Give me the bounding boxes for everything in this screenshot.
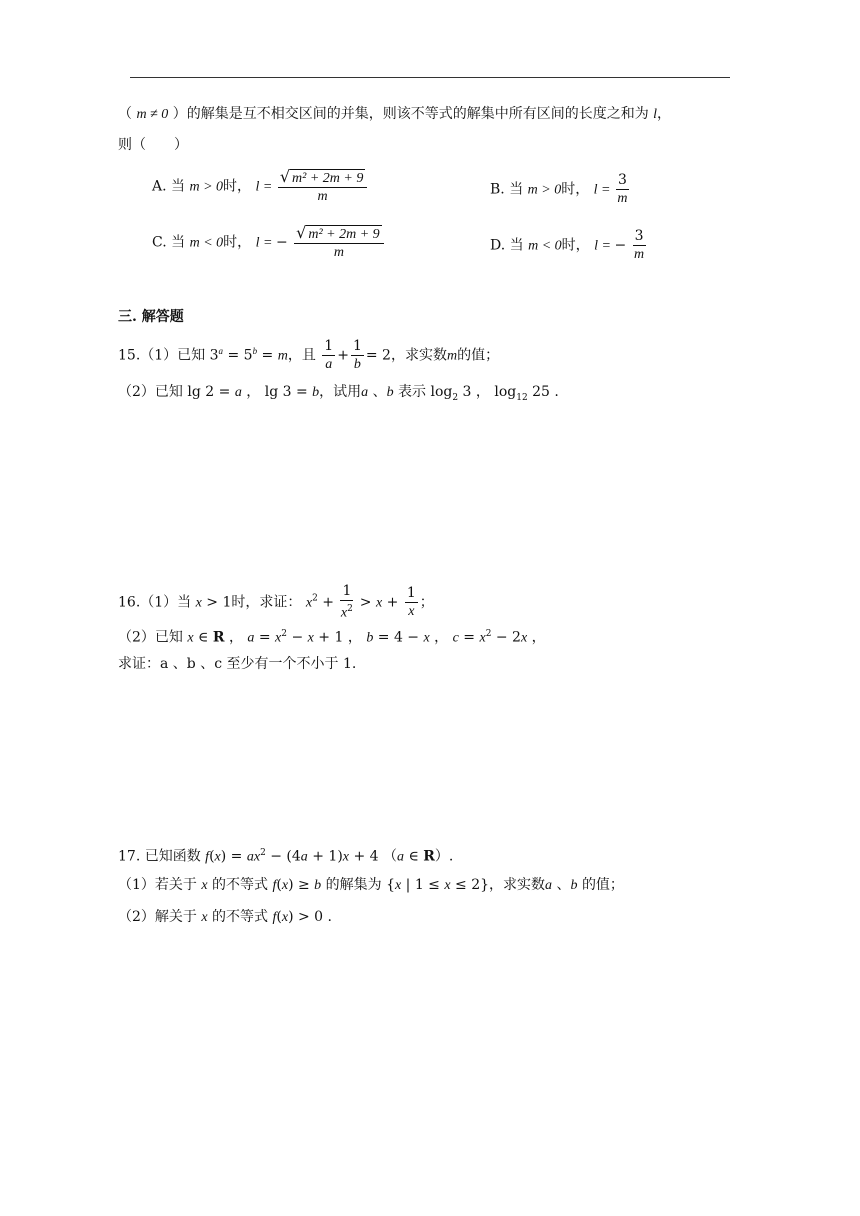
section-heading: 三. 解答题 bbox=[118, 309, 184, 325]
header-rule bbox=[130, 77, 730, 78]
option-a[interactable]: A. 当 m > 0时， l = $\frac{\text{√ m² + 2m + 9}}{m}$ bbox=[152, 168, 369, 205]
q16-part1: 16.（1）当 x > 1时，求证： $x^2$ + $\frac{1}{x^2}$ > x + $\frac{1}{x}$ ； bbox=[118, 583, 434, 621]
option-d[interactable]: D. 当 m < 0时， l = − $\frac{3}{m}$ bbox=[490, 228, 645, 262]
q17-part2: （2）解关于 x 的不等式 f(x) > 0 . bbox=[118, 909, 332, 925]
q15-part2: （2）已知 lg 2 = a ， lg 3 = b，试用a 、b 表示 $\log_2 3$ ， $\log_{12} 25$ . bbox=[118, 384, 559, 403]
option-b[interactable]: B. 当 m > 0时， l = $\frac{3}{m}$ bbox=[490, 172, 628, 206]
intro-line-1: （ m ≠ 0 ）的解集是互不相交区间的并集，则该不等式的解集中所有区间的长度之和为 l， bbox=[118, 106, 672, 122]
option-c[interactable]: C. 当 m < 0时， l = − $\frac{\text{√ m² + 2m + 9}}{m}$ bbox=[152, 224, 386, 261]
intro-condition: m ≠ 0 bbox=[136, 107, 169, 122]
q17-stem: 17. 已知函数 $f(x) = ax^2 - (4a + 1)x + 4$ （a ∈ R）. bbox=[118, 848, 454, 865]
intro-line-2: 则（ ） bbox=[118, 137, 188, 153]
q16-part3: 求证：a 、b 、c 至少有一个不小于 1. bbox=[118, 656, 357, 672]
q15-part1: 15.（1）已知 $3^a = 5^b = m$，且 $\frac{1}{a}$ + $\frac{1}{b}$ = 2，求实数m的值； bbox=[118, 338, 500, 372]
q16-part2: （2）已知 x ∈ R ， $a = x^2 - x + 1$ ， b = 4 − x ， $c = x^2 - 2x$ ， bbox=[118, 629, 546, 646]
q17-part1: （1）若关于 x 的不等式 f(x) ≥ b 的解集为 {x | 1 ≤ x ≤ 2}，求实数a 、b 的值； bbox=[118, 877, 624, 893]
